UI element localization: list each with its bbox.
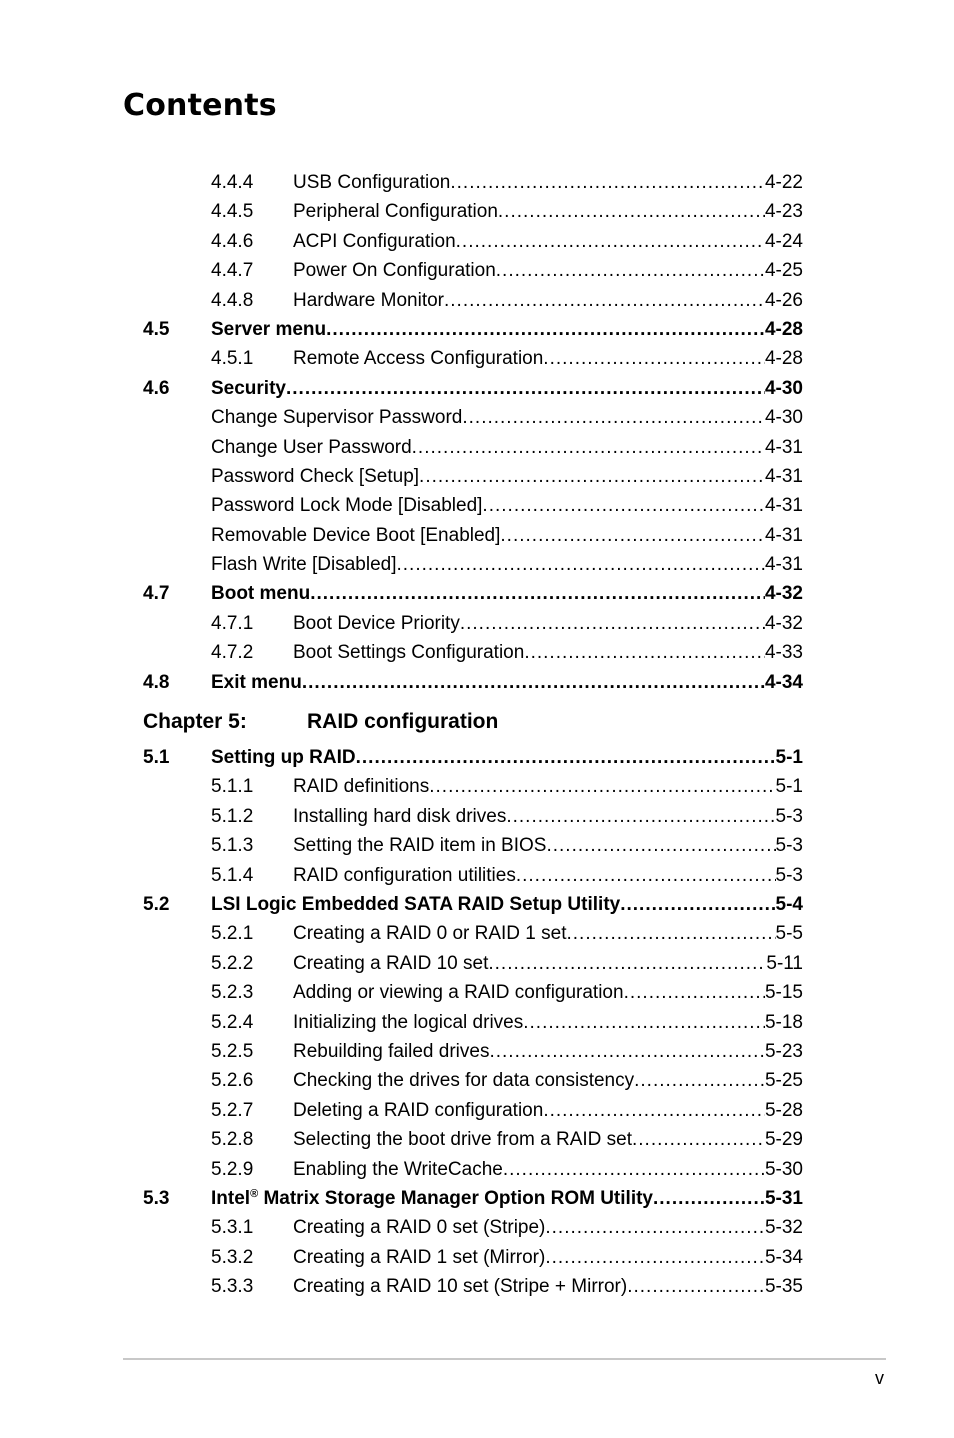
dot-leader xyxy=(496,256,765,285)
section-title xyxy=(293,1243,545,1272)
dot-leader xyxy=(545,1243,765,1272)
entry-line xyxy=(293,256,803,285)
section-title-text: Power On Configuration xyxy=(293,260,496,282)
entry-line xyxy=(211,491,803,520)
section-title xyxy=(211,1184,653,1213)
toc-entry xyxy=(0,286,954,315)
section-number: 5.2.3 xyxy=(211,982,254,1004)
section-number: 5.1 xyxy=(143,747,170,769)
entry-line xyxy=(211,1184,803,1213)
toc-entry xyxy=(0,638,954,667)
section-title xyxy=(293,227,456,256)
toc-entry xyxy=(0,1213,954,1242)
toc-entry xyxy=(0,772,954,801)
dot-leader xyxy=(456,227,765,256)
page-reference: 4-28 xyxy=(764,318,803,340)
section-number: 5.2.7 xyxy=(211,1099,254,1121)
section-title-text: Server menu xyxy=(211,318,327,340)
section-title xyxy=(211,374,286,403)
section-title-text: RAID configuration utilities xyxy=(293,864,516,886)
page-reference: 5-31 xyxy=(764,1187,803,1209)
section-title-text: Creating a RAID 0 set (Stripe) xyxy=(293,1217,546,1239)
page-reference: 5-1 xyxy=(775,747,803,769)
entry-line xyxy=(293,1125,803,1154)
toc-chapter-heading xyxy=(0,701,954,743)
page-reference: 5-3 xyxy=(775,864,803,886)
entry-line xyxy=(211,668,803,697)
entry-line xyxy=(293,286,803,315)
section-number: 5.2.9 xyxy=(211,1158,254,1180)
page-reference: 5-35 xyxy=(764,1276,803,1298)
dot-leader xyxy=(498,197,765,226)
toc-entry xyxy=(0,403,954,432)
page-reference: 4-31 xyxy=(764,465,803,487)
entry-line xyxy=(293,919,803,948)
entry-line xyxy=(293,344,803,373)
dot-leader xyxy=(429,772,775,801)
section-title xyxy=(293,1037,489,1066)
entry-line xyxy=(293,831,803,860)
section-title xyxy=(211,315,326,344)
entry-line xyxy=(211,521,803,550)
section-title xyxy=(293,1096,543,1125)
section-number: 5.2.1 xyxy=(211,923,254,945)
page-reference: 4-32 xyxy=(764,612,803,634)
dot-leader xyxy=(489,1037,765,1066)
section-title-text: Deleting a RAID configuration xyxy=(293,1099,544,1121)
page-reference: 4-26 xyxy=(764,289,803,311)
dot-leader xyxy=(450,168,765,197)
section-number: 4.7 xyxy=(143,583,170,605)
section-title-text: LSI Logic Embedded SATA RAID Setup Utility xyxy=(211,893,621,915)
page-reference: 5-30 xyxy=(764,1158,803,1180)
section-title-text: Creating a RAID 0 or RAID 1 set xyxy=(293,923,567,945)
page-reference: 5-29 xyxy=(764,1129,803,1151)
entry-line xyxy=(293,1213,803,1242)
section-title xyxy=(293,949,488,978)
toc-entry xyxy=(0,861,954,890)
page-reference: 4-32 xyxy=(764,583,803,605)
section-title-text: Removable Device Boot [Enabled] xyxy=(211,524,501,546)
entry-line xyxy=(293,1155,803,1184)
entry-line xyxy=(211,890,803,919)
toc-entry xyxy=(0,1066,954,1095)
section-title xyxy=(293,978,624,1007)
toc-entry xyxy=(0,491,954,520)
page-reference: 5-3 xyxy=(775,805,803,827)
section-title xyxy=(211,491,482,520)
dot-leader xyxy=(326,315,765,344)
dot-leader xyxy=(653,1184,765,1213)
dot-leader xyxy=(302,668,765,697)
section-number: 4.7.2 xyxy=(211,642,254,664)
section-title xyxy=(211,433,412,462)
section-title-text: Hardware Monitor xyxy=(293,289,444,311)
section-title-text: Creating a RAID 10 set xyxy=(293,952,489,974)
dot-leader xyxy=(543,1096,765,1125)
section-title-text: Initializing the logical drives xyxy=(293,1011,524,1033)
section-number: 5.2.8 xyxy=(211,1129,254,1151)
dot-leader xyxy=(356,743,776,772)
section-number: 5.3 xyxy=(143,1187,170,1209)
footer-divider xyxy=(123,1358,886,1360)
toc-entry xyxy=(0,521,954,550)
section-title-text: ACPI Configuration xyxy=(293,230,456,252)
toc-entry xyxy=(0,1096,954,1125)
entry-line xyxy=(293,1096,803,1125)
page-reference: 5-18 xyxy=(764,1011,803,1033)
entry-line xyxy=(293,227,803,256)
section-title xyxy=(211,550,397,579)
toc-entry xyxy=(0,1125,954,1154)
dot-leader xyxy=(543,344,765,373)
section-number: 5.1.2 xyxy=(211,805,254,827)
chapter-title: RAID configuration xyxy=(307,710,499,734)
entry-line xyxy=(211,462,803,491)
section-title xyxy=(293,1125,632,1154)
page-reference: 4-31 xyxy=(764,524,803,546)
dot-leader xyxy=(524,638,765,667)
dot-leader xyxy=(627,1272,765,1301)
toc-entry xyxy=(0,1184,954,1213)
section-title xyxy=(211,668,302,697)
section-title xyxy=(293,256,496,285)
page-reference: 4-34 xyxy=(764,671,803,693)
section-title xyxy=(211,743,356,772)
section-title-text: Checking the drives for data consistency xyxy=(293,1070,635,1092)
section-number: 4.8 xyxy=(143,671,170,693)
section-number: 4.5 xyxy=(143,318,170,340)
dot-leader xyxy=(462,403,765,432)
dot-leader xyxy=(444,286,765,315)
entry-line xyxy=(293,1272,803,1301)
toc-entry xyxy=(0,374,954,403)
page-title: Contents xyxy=(123,88,277,123)
toc-entry xyxy=(0,462,954,491)
section-number: 5.3.1 xyxy=(211,1217,254,1239)
section-title-text: Setting up RAID xyxy=(211,747,356,769)
toc-entry xyxy=(0,344,954,373)
section-title-text: Password Lock Mode [Disabled] xyxy=(211,495,483,517)
section-number: 5.2.4 xyxy=(211,1011,254,1033)
section-number: 4.4.6 xyxy=(211,230,254,252)
toc-entry xyxy=(0,743,954,772)
section-number: 5.2.6 xyxy=(211,1070,254,1092)
section-number: 4.4.4 xyxy=(211,172,254,193)
section-title-text: Enabling the WriteCache xyxy=(293,1158,503,1180)
entry-line xyxy=(293,978,803,1007)
section-title xyxy=(211,462,419,491)
section-title xyxy=(293,831,546,860)
dot-leader xyxy=(397,550,765,579)
section-title-text: Peripheral Configuration xyxy=(293,201,498,223)
section-title xyxy=(293,344,543,373)
dot-leader xyxy=(545,1213,765,1242)
section-title xyxy=(293,609,460,638)
dot-leader xyxy=(634,1066,765,1095)
section-title xyxy=(293,1008,523,1037)
entry-line xyxy=(293,1066,803,1095)
toc-entry xyxy=(0,197,954,226)
entry-line xyxy=(293,861,803,890)
page-reference: 5-32 xyxy=(764,1217,803,1239)
section-title xyxy=(211,403,462,432)
section-title xyxy=(293,772,429,801)
entry-line xyxy=(293,197,803,226)
toc-entry xyxy=(0,550,954,579)
section-title-text: Intel xyxy=(211,1187,251,1209)
entry-line xyxy=(293,949,803,978)
toc-entry xyxy=(0,433,954,462)
section-number: 5.2 xyxy=(143,893,170,915)
toc-entry xyxy=(0,579,954,608)
page-reference: 4-33 xyxy=(764,642,803,664)
section-title xyxy=(211,579,310,608)
toc-entry xyxy=(0,227,954,256)
entry-line xyxy=(293,168,803,197)
dot-leader xyxy=(624,978,765,1007)
section-title xyxy=(293,168,450,197)
dot-leader xyxy=(412,433,765,462)
section-title xyxy=(211,890,620,919)
section-number: 5.2.2 xyxy=(211,952,254,974)
page-reference: 5-1 xyxy=(775,776,803,798)
section-title xyxy=(293,638,524,667)
section-title-text: Change Supervisor Password xyxy=(211,407,463,429)
section-title-text: Creating a RAID 10 set (Stripe + Mirror) xyxy=(293,1276,628,1298)
section-number: 5.3.3 xyxy=(211,1276,254,1298)
section-number: 4.4.7 xyxy=(211,260,254,282)
entry-line xyxy=(293,802,803,831)
toc-entry xyxy=(0,168,954,197)
page-reference: 4-28 xyxy=(764,348,803,370)
dot-leader xyxy=(460,609,765,638)
section-title-text: Flash Write [Disabled] xyxy=(211,554,397,576)
registered-mark: ® xyxy=(250,1187,259,1200)
page-reference: 5-4 xyxy=(775,893,803,915)
page-reference: 5-25 xyxy=(764,1070,803,1092)
page-reference: 5-34 xyxy=(764,1246,803,1268)
toc-entry xyxy=(0,1155,954,1184)
entry-line xyxy=(211,433,803,462)
section-number: 5.2.5 xyxy=(211,1040,254,1062)
page-reference: 5-15 xyxy=(764,982,803,1004)
section-number: 4.7.1 xyxy=(211,612,254,634)
dot-leader xyxy=(310,579,765,608)
page-reference: 4-30 xyxy=(764,407,803,429)
toc-entry xyxy=(0,1272,954,1301)
entry-line xyxy=(293,772,803,801)
section-title xyxy=(293,286,444,315)
page-reference: 4-31 xyxy=(764,436,803,458)
toc-entry xyxy=(0,609,954,638)
entry-line xyxy=(293,609,803,638)
page-reference: 4-24 xyxy=(764,230,803,252)
section-title-text: Rebuilding failed drives xyxy=(293,1040,490,1062)
section-number: 4.4.5 xyxy=(211,201,254,223)
section-number: 5.3.2 xyxy=(211,1246,254,1268)
page-reference: 4-31 xyxy=(764,554,803,576)
entry-line xyxy=(211,743,803,772)
toc-entry xyxy=(0,1037,954,1066)
section-number: 4.4.8 xyxy=(211,289,254,311)
dot-leader xyxy=(503,1155,765,1184)
section-title-text: Adding or viewing a RAID configuration xyxy=(293,982,624,1004)
section-title-text: Setting the RAID item in BIOS xyxy=(293,835,547,857)
section-title-text: Change User Password xyxy=(211,436,412,458)
toc-entry xyxy=(0,802,954,831)
chapter-label: Chapter 5: xyxy=(143,710,247,734)
section-title-text: RAID definitions xyxy=(293,776,430,798)
dot-leader xyxy=(482,491,765,520)
section-title xyxy=(293,197,498,226)
section-number: 5.1.1 xyxy=(211,776,254,798)
section-title xyxy=(293,1066,634,1095)
toc-entry xyxy=(0,978,954,1007)
dot-leader xyxy=(620,890,775,919)
entry-line xyxy=(211,315,803,344)
dot-leader xyxy=(506,802,775,831)
section-title-text: Selecting the boot drive from a RAID set xyxy=(293,1129,632,1151)
page-reference: 5-5 xyxy=(775,923,803,945)
dot-leader xyxy=(286,374,765,403)
toc-entry xyxy=(0,315,954,344)
table-of-contents xyxy=(0,168,954,1301)
section-number: 4.6 xyxy=(143,377,170,399)
page-reference: 4-30 xyxy=(764,377,803,399)
section-title-text: Password Check [Setup] xyxy=(211,465,420,487)
entry-line xyxy=(293,1008,803,1037)
toc-entry xyxy=(0,919,954,948)
section-title xyxy=(293,1155,503,1184)
dot-leader xyxy=(500,521,765,550)
page-reference: 5-3 xyxy=(775,835,803,857)
section-number: 4.5.1 xyxy=(211,348,254,370)
toc-entry xyxy=(0,831,954,860)
section-number: 5.1.4 xyxy=(211,864,254,886)
section-title xyxy=(293,919,567,948)
page-number: v xyxy=(875,1368,884,1388)
dot-leader xyxy=(516,861,776,890)
toc-entry xyxy=(0,1008,954,1037)
section-title-text: USB Configuration xyxy=(293,172,451,193)
entry-line xyxy=(293,638,803,667)
section-title-text: Security xyxy=(211,377,286,399)
section-title-text: Exit menu xyxy=(211,671,302,693)
dot-leader xyxy=(567,919,776,948)
toc-entry xyxy=(0,890,954,919)
section-number: 5.1.3 xyxy=(211,835,254,857)
page-reference: 4-31 xyxy=(764,495,803,517)
dot-leader xyxy=(523,1008,765,1037)
entry-line xyxy=(211,403,803,432)
section-title xyxy=(293,1272,627,1301)
entry-line xyxy=(293,1037,803,1066)
page-reference: 5-28 xyxy=(764,1099,803,1121)
entry-line xyxy=(211,579,803,608)
dot-leader xyxy=(488,949,766,978)
section-title-text: Installing hard disk drives xyxy=(293,805,507,827)
toc-entry xyxy=(0,1243,954,1272)
page-reference: 4-23 xyxy=(764,201,803,223)
section-title-rest: Matrix Storage Manager Option ROM Utility xyxy=(258,1187,653,1209)
entry-line xyxy=(211,374,803,403)
section-title-text: Boot menu xyxy=(211,583,311,605)
section-title-text: Boot Settings Configuration xyxy=(293,642,525,664)
section-title xyxy=(211,521,500,550)
page-reference: 4-25 xyxy=(764,260,803,282)
section-title xyxy=(293,861,516,890)
section-title xyxy=(293,802,506,831)
page-reference: 5-11 xyxy=(766,952,803,974)
dot-leader xyxy=(546,831,775,860)
toc-entry xyxy=(0,668,954,697)
section-title-text: Creating a RAID 1 set (Mirror) xyxy=(293,1246,546,1268)
section-title-text: Boot Device Priority xyxy=(293,612,460,634)
page-reference: 5-23 xyxy=(764,1040,803,1062)
dot-leader xyxy=(632,1125,765,1154)
entry-line xyxy=(293,1243,803,1272)
dot-leader xyxy=(419,462,765,491)
toc-entry xyxy=(0,949,954,978)
section-title-text: Remote Access Configuration xyxy=(293,348,544,370)
toc-entry xyxy=(0,256,954,285)
section-title xyxy=(293,1213,545,1242)
page-reference: 4-22 xyxy=(764,172,803,193)
entry-line xyxy=(211,550,803,579)
